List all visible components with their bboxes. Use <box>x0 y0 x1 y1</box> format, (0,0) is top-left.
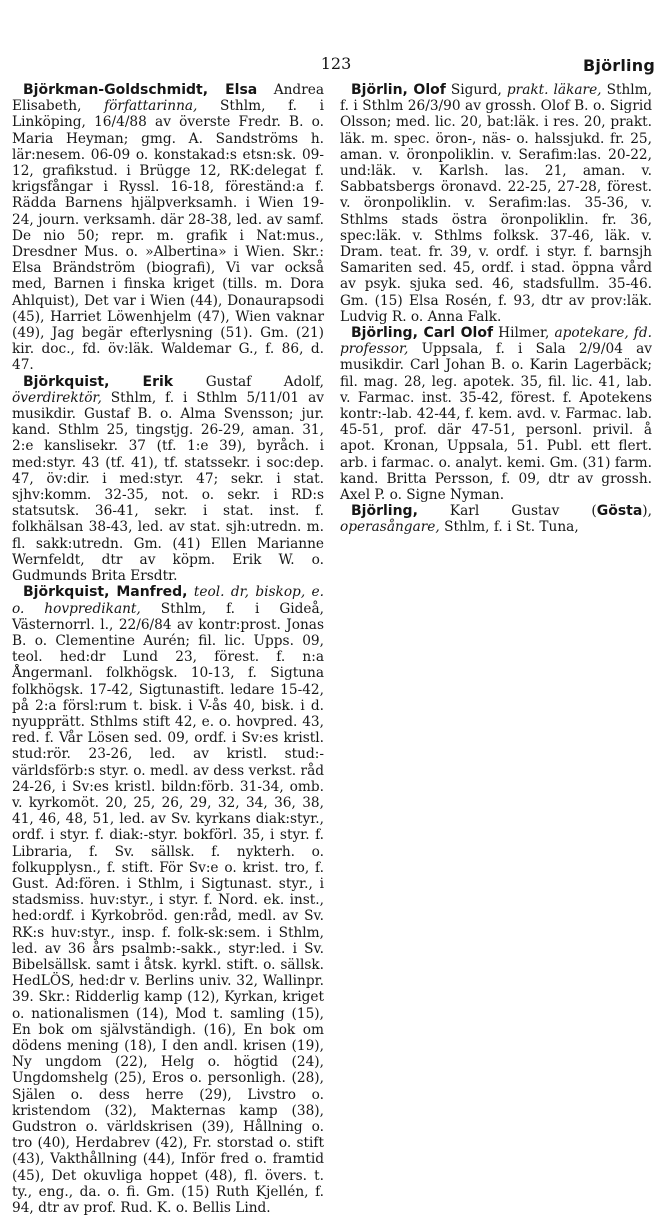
entry-text: Sthlm, f. i Sthlm 26/3/90 av grossh. Olof B. o. Sigrid Olsson; med. lic. 20, bat:läk. i res. 20, prakt. läk. m. spec. öron-, näs- o. halssjukd. fr. 25, aman. v. öronpoliklin. v. Serafim:las. 20-22, und:läk. v. Karlsh. las. 21, aman. v. Sabbatsbergs öronavd. 22-25, 27-28, förest. v. öronpoliklin. v. Serafim:las. 35-36, v. Sthlms stads östra öronpoliklin. fr. 36, spec:läk. v. Sthlms folksk. 37-46, läk. v. Dram. teat. fr. 39, v. ordf. i styr. f. barnsjh Samariten sed. 45, ordf. i stad. öppna vård av psyk. sjuka sed. 46, stadsfullm. 35-46. Gm. (15) Elsa Rosén, f. 93, dtr av prov:läk. Ludvig R. o. Anna Falk. <box>340 82 652 325</box>
headword: Björkquist, Erik <box>23 374 173 390</box>
entry-bjorkquist-manfred <box>12 584 324 1216</box>
headword: Björkman-Goldschmidt, Elsa <box>23 82 257 98</box>
entry-bjorling-gosta <box>340 503 652 535</box>
entry-bjorkman-goldschmidt <box>12 82 324 374</box>
entry-bjorlin-olof <box>340 82 652 325</box>
entry-text: Sthlm, f. i Sthlm 5/11/01 av musikdir. Gustaf B. o. Alma Svensson; jur. kand. Sthlm 25, tingstjg. 26-29, aman. 31, 2:e kanslisekr. 37 (tf. 1:e 39), byråch. i med:styr. 43 (tf. 41), tf. statssekr. i soc:dep. 47, öv:dir. i med:styr. 47; sekr. i stat. sjhv:komm. 32-35, not. o. sekr. i RD:s statsutsk. 36-41, sekr. i stat. inst. f. folkhälsan 38-43, led. av stat. sjh:utredn. m. fl. sakk:utredn. Gm. (41) Ellen Marianne Wernfeldt, dtr av köpm. Erik W. o. Gudmunds Brita Ersdtr. <box>12 390 324 584</box>
running-head: Björling <box>583 56 655 75</box>
occupation: författarinna, <box>104 98 197 114</box>
entry-text: Uppsala, f. i Sala 2/9/04 av musikdir. Carl Johan B. o. Karin Lagerbäck; fil. mag. 28, leg. apotek. 35, fil. lic. 41, lab. v. Farmac. inst. 35-42, förest. f. Apotekens kontr:-lab. 42-44, f. kem. avd. v. Farmac. lab. 45-51, prof. där 47-51, personl. privil. å apot. Kronan, Uppsala, 51. Publ. ett flert. arb. i farmac. o. analyt. kemi. Gm. (31) farm. kand. Britta Persson, f. 09, dtr av grossh. Axel P. o. Signe Nyman. <box>340 341 652 503</box>
left-column <box>12 82 324 1216</box>
entry-text: Sthlm, f. i Linköping, 16/4/88 av överste Fredr. B. o. Maria Heyman; gmg. A. Sandströms h. lär:nesem. 06-09 o. konstakad:s etsn:sk. 09-12, grafikstud. i Brügge 12, RK:delegat f. krigsfångar i Ryssl. 16-18, föreständ:a f. Rädda Barnens hjälpverksamh. i Wien 19-24, journ. verksamh. där 28-38, led. av samf. De nio 50; repr. m. grafik i Nat:mus., Dresdner Mus. o. »Albertina» i Wien. Skr.: Elsa Brändström (biografi), Vi var också med, Barnen i finska kriget (tills. m. Dora Ahlquist), Det var i Wien (44), Donaurapsodi (45), Harriet Löwenhjelm (47), Wien vaknar (49), Jag begär efterlysning (51). Gm. (21) kir. doc., fd. öv:läk. Waldemar G., f. 86, d. 47. <box>12 98 324 373</box>
occupation: operasångare, <box>340 519 440 535</box>
entry-text: Andrea Elisabeth, <box>12 82 324 114</box>
entry-text: Sigurd, <box>446 82 507 98</box>
occupation: överdirektör, <box>12 390 102 406</box>
entry-text: Karl Gustav ( <box>418 503 597 519</box>
given-name: Gösta <box>597 503 643 519</box>
entry-bjorling-carl-olof <box>340 325 652 503</box>
page-number: 123 <box>0 54 672 73</box>
occupation: prakt. läkare, <box>507 82 602 98</box>
entry-text: ), <box>642 503 652 519</box>
headword: Björling, Carl Olof <box>351 325 493 341</box>
entry-bjorkquist-erik <box>12 374 324 585</box>
headword: Björling, <box>351 503 418 519</box>
headword: Björlin, Olof <box>351 82 446 98</box>
entry-text: Hilmer, <box>493 325 554 341</box>
headword: Björkquist, Manfred, <box>23 584 188 600</box>
entry-text: Sthlm, f. i St. Tuna, <box>440 519 579 535</box>
right-column <box>340 82 652 536</box>
entry-text: Gustaf Adolf, <box>173 374 324 390</box>
entry-text: Sthlm, f. i Gideå, Västernorrl. l., 22/6/84 av kontr:prost. Jonas B. o. Clementine Aurén; fil. lic. Upps. 09, teol. hed:dr Lund 23, förest. f. n:a Ångermanl. folkhögsk. 10-13, f. Sigtuna folkhögsk. 17-42, Sigtunastift. ledare 15-42, på 2:a försl:rum t. bisk. i V-ås 40, bisk. i d. nyupprätt. Sthlms stift 42, e. o. hovpred. 43, red. f. Vår Lösen sed. 09, ordf. i Sv:es kristl. stud:rör. 23-26, led. av kristl. stud:-världsförb:s styr. o. medl. av dess verkst. råd 24-26, i Sv:es kristl. bildn:förb. 31-34, omb. v. kyrkomöt. 20, 25, 26, 29, 32, 34, 36, 38, 41, 46, 48, 51, led. av Sv. kyrkans diak:styr., ordf. i styr. f. diak:-styr. bokförl. 35, i styr. f. Libraria, f. Sv. sällsk. f. nykterh. o. folkupplysn., f. stift. För Sv:e o. krist. tro, f. Gust. Ad:fören. i Sthlm, i Sigtunast. styr., i stadsmiss. huv:styr., i styr. f. Nord. ek. inst., hed:ordf. i Kyrkobröd. gen:råd, medl. av Sv. RK:s huv:styr., insp. f. folk-sk:sem. i Sthlm, led. av 36 års psalmb:-sakk., styr:led. i Sv. Bibelsällsk. samt i åtsk. kyrkl. stift. o. sällsk. HedLÖS, hed:dr v. Berlins univ. 32, Wallinpr. 39. Skr.: Ridderlig kamp (12), Kyrkan, kriget o. nationalismen (14), Mod t. samling (15), En bok om självständigh. (16), En bok om dödens mening (18), I den andl. krisen (19), Ny ungdom (22), Helg o. högtid (24), Ungdomshelg (25), Eros o. personligh. (28), Själen o. dess herre (29), Livstro o. kristendom (32), Makternas kamp (38), Gudstron o. världskrisen (39), Hållning o. tro (40), Herdabrev (42), Fr. storstad o. stift (43), Vakthållning (44), Inför fred o. framtid (45), Det okuvliga hoppet (48), fl. övers. t. ty., eng., da. o. fi. Gm. (15) Ruth Kjellén, f. 94, dtr av prof. Rud. K. o. Bellis Lind. <box>12 601 324 1216</box>
occupation: teol. dr, biskop, e. o. hovpredikant, <box>12 584 324 616</box>
occupation: apotekare, fd. professor, <box>340 325 652 357</box>
